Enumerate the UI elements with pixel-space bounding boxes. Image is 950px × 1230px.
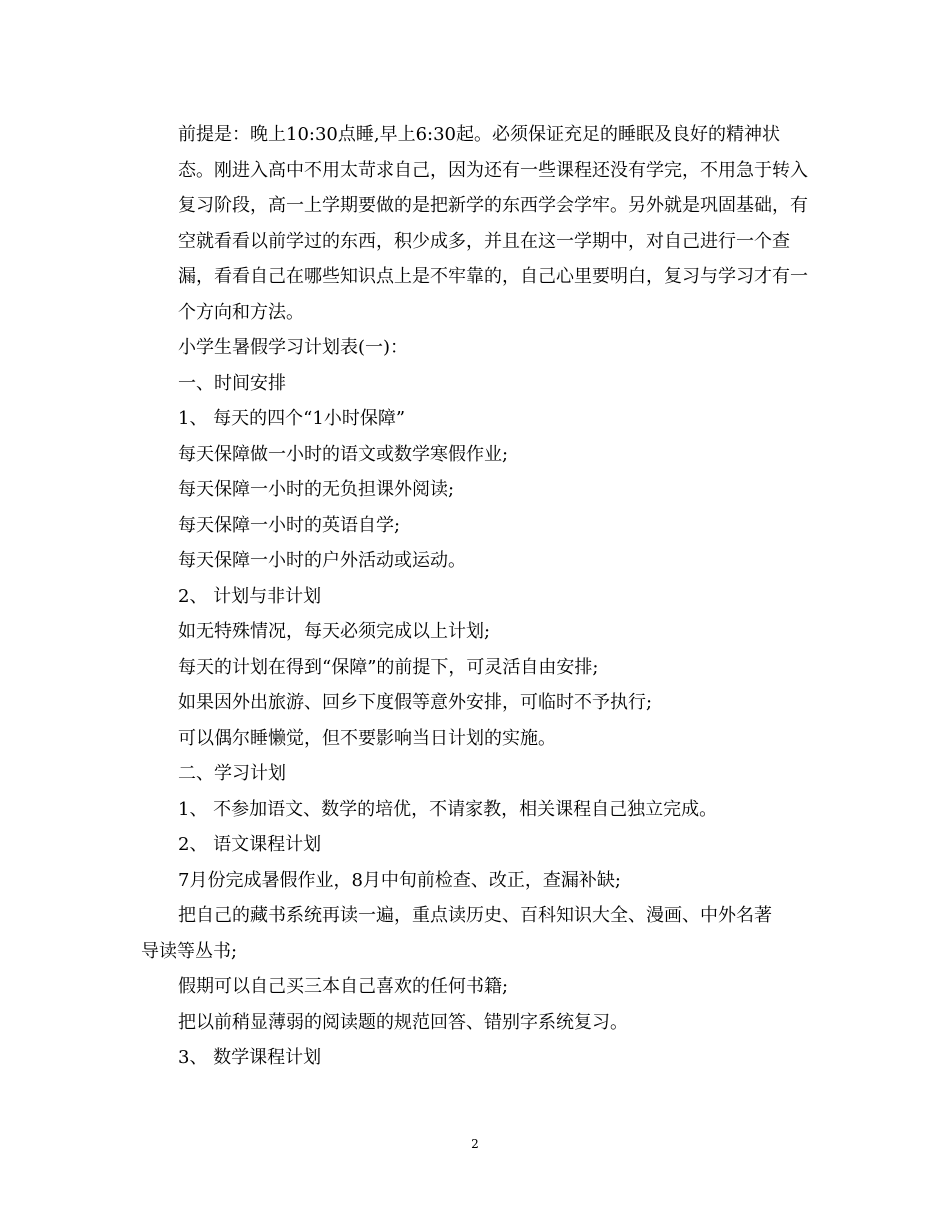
section-heading-study: 二、学习计划 [178,763,286,784]
list-item: 每天保障一小时的英语自学; [178,514,401,536]
list-item: 可以偶尔睡懒觉，但不要影响当日计划的实施。 [178,727,556,749]
list-item: 把以前稍显薄弱的阅读题的规范回答、错别字系统复习。 [178,1011,628,1033]
subheading-daily-hours: 1、 每天的四个“1小时保障” [178,408,406,429]
list-item: 如果因外出旅游、回乡下度假等意外安排，可临时不予执行; [178,692,653,713]
intro-line: 空就看看以前学过的东西，积少成多，并且在这一学期中，对自己进行一个查 [178,230,790,252]
subheading-math-plan: 3、 数学课程计划 [178,1047,322,1068]
list-item: 如无特殊情况，每天必须完成以上计划; [178,621,491,642]
list-item: 假期可以自己买三本自己喜欢的任何书籍; [178,976,509,997]
list-item: 每天保障一小时的户外活动或运动。 [178,550,466,571]
wrapped-line: 导读等丛书; [141,940,238,962]
wrapped-line: 把自己的藏书系统再读一遍，重点读历史、百科知识大全、漫画、中外名著 [178,905,772,926]
page-number: 2 [471,1137,479,1151]
list-item: 每天保障一小时的无负担课外阅读; [178,479,455,500]
subheading-chinese-plan: 2、 语文课程计划 [178,834,322,855]
plan-title: 小学生暑假学习计划表(一)： [178,337,409,358]
list-item-wrapped [141,898,811,969]
intro-line: 复习阶段，高一上学期要做的是把新学的东西学会学牢。另外就是巩固基础，有 [178,195,808,216]
intro-line: 态。刚进入高中不用太苛求自己，因为还有一些课程还没有学完，不用急于转入 [178,159,808,181]
list-item: 1、 不参加语文、数学的培优，不请家教，相关课程自己独立完成。 [178,798,718,820]
intro-line: 个方向和方法。 [178,301,304,323]
intro-line: 前提是：晚上10:30点睡,早上6:30起。必须保证充足的睡眠及良好的精神状 [178,124,781,145]
list-item: 7月份完成暑假作业，8月中旬前检查、改正，查漏补缺; [178,869,621,891]
intro-paragraph [141,117,811,330]
section-heading-time: 一、时间安排 [178,372,286,394]
list-item: 每天的计划在得到“保障”的前提下，可灵活自由安排; [178,656,599,678]
list-item: 每天保障做一小时的语文或数学寒假作业; [178,443,509,465]
subheading-plan-nonplan: 2、 计划与非计划 [178,585,322,607]
body-text [141,117,811,1076]
intro-line: 漏，看看自己在哪些知识点上是不牢靠的，自己心里要明白，复习与学习才有一 [178,266,808,287]
